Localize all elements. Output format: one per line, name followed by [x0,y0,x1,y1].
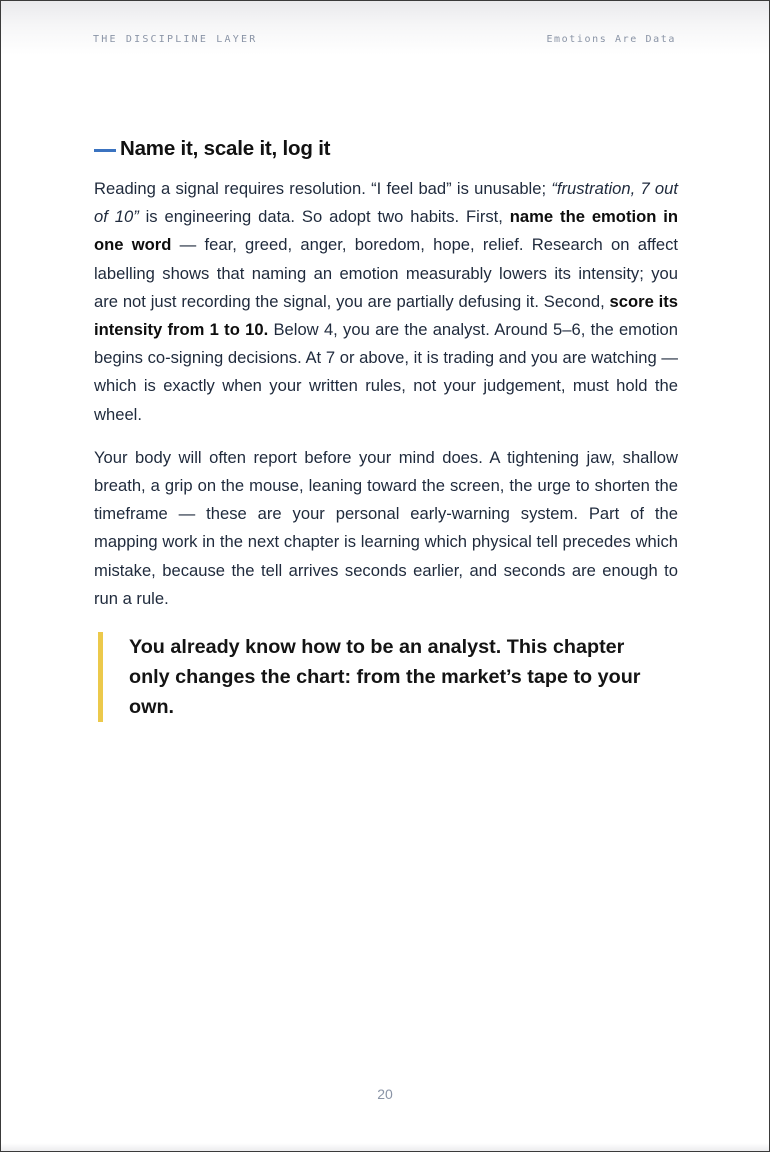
paragraph-1-bold-habit-one: name the emotion in one word [94,207,678,255]
bottom-shade [1,1143,769,1151]
paragraph-1-text-c: — fear, greed, anger, boredom, hope, relief. Research on affect labelling shows that naming an emotion measurably lowers its intensity; you are not just recording the signal, you are partially defusing it. Second, [94,235,679,311]
page-number: 20 [377,1086,393,1102]
running-header-chapter-title: Emotions Are Data [546,34,676,45]
running-header [93,34,676,45]
top-shade [1,1,769,55]
paragraph-1-bold-habit-two: score its intensity from 1 to 10. [94,291,678,340]
paragraph-1-text-a: Reading a signal requires resolution. “I feel bad” is unusable; [94,179,552,198]
body-paragraph-1 [94,175,678,429]
paragraph-1-text-b: is engineering data. So adopt two habits. First, [138,207,510,227]
pull-quote: You already know how to be an analyst. This chapter only changes the chart: from the market’s tape to your own. [98,632,669,722]
section-heading [94,137,678,161]
page-content [94,137,678,742]
paragraph-1-italic-example: “frustration, 7 out of 10” [94,179,678,227]
body-paragraph-2: Your body will often report before your mind does. A tightening jaw, shallow breath, a grip on the mouse, leaning toward the screen, the urge to shorten the timeframe — these are your personal early-warning system. Part of the mapping work in the next chapter is learning which physical tell precedes which mistake, because the tell arrives seconds earlier, and seconds are enough to run a rule. [94,447,678,608]
running-header-book-title: THE DISCIPLINE LAYER [93,34,258,45]
paragraph-1-text-d: Below 4, you are the analyst. Around 5–6, the emotion begins co-signing decisions. At 7 or above, it is trading and you are watching — which is exactly when your written rules, not your judgement, must hold the wheel. [94,320,678,424]
section-heading-text: Name it, scale it, log it [120,137,331,160]
heading-accent-dash-icon [94,149,116,152]
